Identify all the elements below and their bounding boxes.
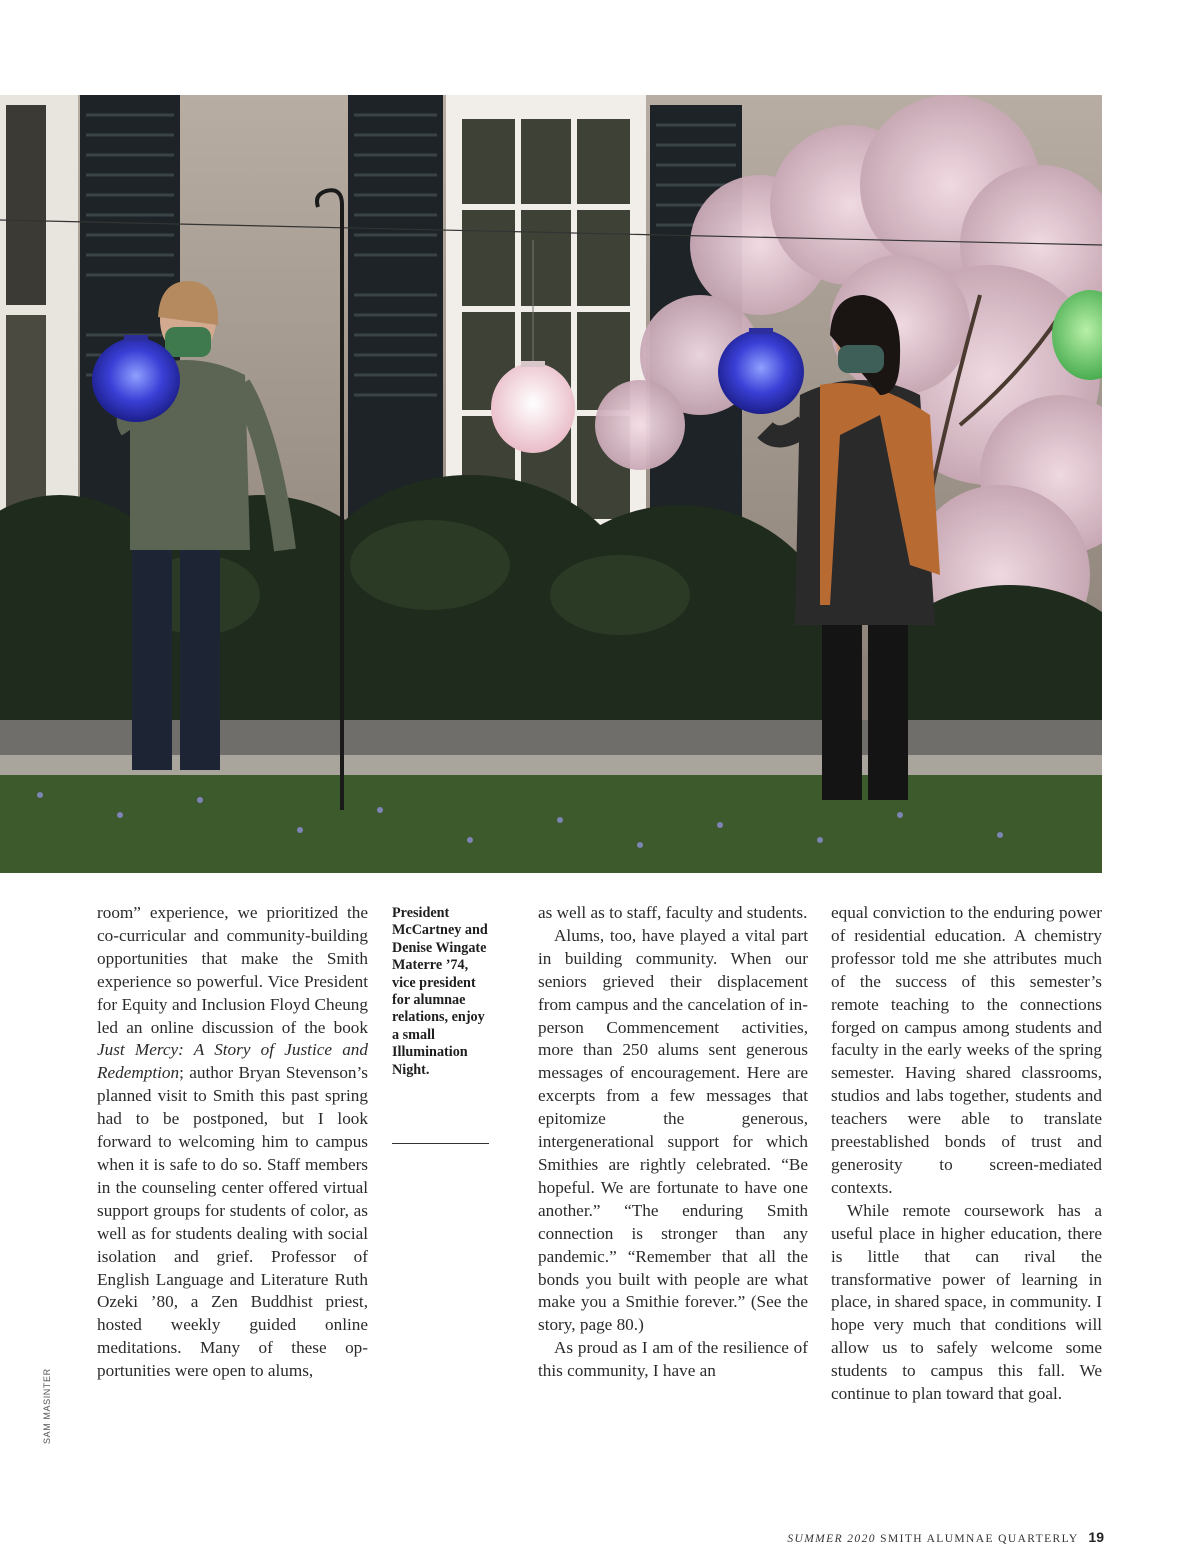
paragraph: as well as to staff, faculty and students. bbox=[538, 903, 808, 922]
page-number: 19 bbox=[1088, 1529, 1104, 1545]
paragraph-text-continued: ; author Bryan Stevenson’s planned visit to Smith this past spring had to be postponed, but I look forward to welcoming him to campus when it is safe to do so. Staff members in the counseling center offered virtual support groups for students of color, as well as for students dealing with social isolation and grief. Professor of English Language and Literature Ruth Ozeki ’80, a Zen Buddhist priest, hosted weekly guided online meditations. Many of these opportunities were open to alums, bbox=[97, 1063, 368, 1381]
photo-caption: President McCartney and Denise Wingate Materre ’74, vice president for alumnae relations, enjoy a small Illumination Night. bbox=[392, 905, 488, 1078]
paragraph: While remote coursework has a useful place in higher education, there is little that can rival the transformative power of learning in place, in shared space, in community. I hope very much that conditions will allow us to safely welcome some students to campus this fall. We continue to plan toward that goal. bbox=[831, 1200, 1102, 1404]
paragraph bbox=[97, 902, 368, 1383]
body-column-3 bbox=[831, 902, 1102, 1406]
book-title: Just Mercy: A Story of Justice and Redemption bbox=[97, 1040, 368, 1083]
photo-credit: SAM MASINTER bbox=[42, 1368, 52, 1444]
body-column-1 bbox=[97, 902, 368, 1383]
paragraph: Alums, too, have played a vital part in building community. When our seniors grieved their displacement from campus and the cancelation of in-person Commencement activities, more than 250 alums sent generous messages of encouragement. Here are excerpts from a few messages that epitomize the generous, intergenerational support for which Smithies are rightly celebrated. “Be hopeful. We are fortunate to have one another.” “The enduring Smith connection is stronger than any pandemic.” “Remember that all the bonds you built with people are what make you a Smithie forever.” (See the story, page 80.) bbox=[538, 925, 808, 1335]
publication-name: SMITH ALUMNAE QUARTERLY bbox=[880, 1533, 1079, 1545]
feature-photo bbox=[0, 95, 1102, 873]
issue-season: SUMMER 2020 bbox=[787, 1533, 876, 1545]
paragraph-text: room” experience, we prioritized the co-curricular and community-building opportunities that make the Smith experience so powerful. Vice President for Equity and Inclusion Floyd Cheung led an online discussion of the book bbox=[97, 903, 368, 1037]
paragraph: As proud as I am of the resilience of this community, I have an bbox=[538, 1338, 808, 1381]
body-column-2 bbox=[538, 902, 808, 1383]
caption-rule bbox=[392, 1143, 489, 1144]
photo-illustration bbox=[0, 95, 1102, 873]
paragraph: equal conviction to the enduring power of residential education. A chemistry professor told me she attributes much of the success of this semester’s remote teaching to the connections forged on campus among students and faculty in the early weeks of the spring semester. Having shared classrooms, studios and labs together, students and teachers were able to translate preestablished bonds of trust and generosity to screen-mediated contexts. bbox=[831, 903, 1102, 1197]
page-folio bbox=[787, 1529, 1104, 1545]
